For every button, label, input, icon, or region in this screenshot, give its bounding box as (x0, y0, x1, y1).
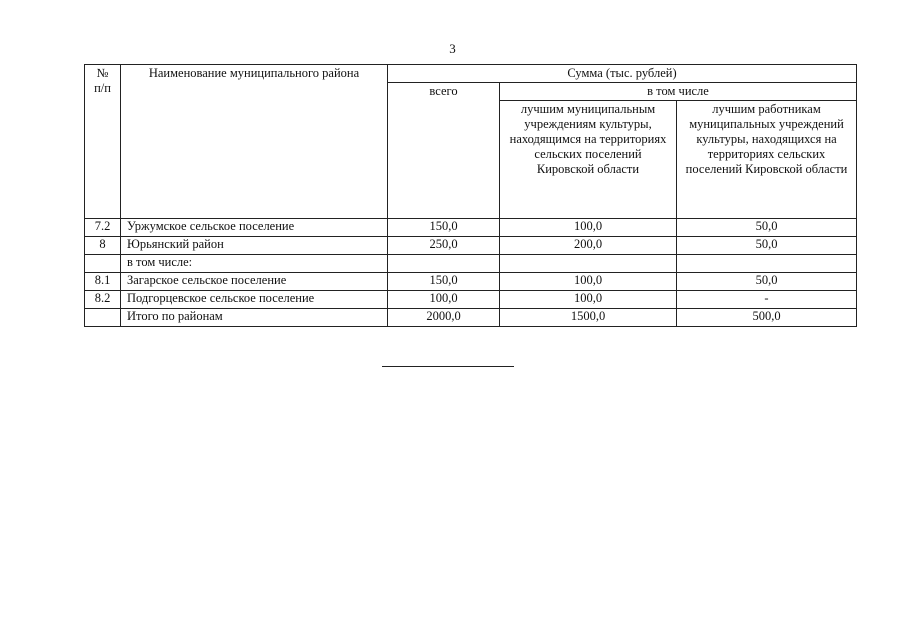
header-sub-workers: лучшим работникам муниципальных учреждений культуры, находящихся на территориях сельских поселений Кировской области (677, 101, 857, 219)
row-num-cell: 8 (85, 237, 121, 255)
table-row (85, 255, 857, 273)
row-name-cell: Загарское сельское поселение (121, 273, 388, 291)
table-row (85, 219, 857, 237)
row-institutions-cell: 100,0 (500, 291, 677, 309)
table-body (85, 219, 857, 327)
row-num-cell: 8.1 (85, 273, 121, 291)
row-institutions-cell: 100,0 (500, 273, 677, 291)
table-row (85, 291, 857, 309)
row-total-cell: 150,0 (388, 219, 500, 237)
row-total-cell: 2000,0 (388, 309, 500, 327)
row-name-cell: Итого по районам (121, 309, 388, 327)
row-name-cell: Подгорцевское сельское поселение (121, 291, 388, 309)
table-row (85, 273, 857, 291)
row-num-cell (85, 309, 121, 327)
row-total-cell: 150,0 (388, 273, 500, 291)
row-name-cell: Юрьянский район (121, 237, 388, 255)
header-total: всего (388, 83, 500, 219)
row-institutions-cell (500, 255, 677, 273)
header-including: в том числе (500, 83, 857, 101)
header-sub-institutions: лучшим муниципальным учреждениям культуры, находящимся на территориях сельских поселений Кировской области (500, 101, 677, 219)
page-number: 3 (449, 41, 456, 56)
row-institutions-cell: 1500,0 (500, 309, 677, 327)
footer-rule (382, 366, 514, 367)
row-workers-cell: 50,0 (677, 273, 857, 291)
allocation-table (84, 64, 857, 327)
header-name: Наименование муниципального района (121, 65, 388, 219)
row-total-cell (388, 255, 500, 273)
row-num-cell (85, 255, 121, 273)
header-num: № п/п (85, 65, 121, 219)
table-row (85, 309, 857, 327)
row-workers-cell: 50,0 (677, 219, 857, 237)
row-name-cell: в том числе: (121, 255, 388, 273)
header-sum: Сумма (тыс. рублей) (388, 65, 857, 83)
table-row (85, 237, 857, 255)
row-workers-cell: - (677, 291, 857, 309)
row-total-cell: 250,0 (388, 237, 500, 255)
row-num-cell: 7.2 (85, 219, 121, 237)
row-institutions-cell: 100,0 (500, 219, 677, 237)
row-name-cell: Уржумское сельское поселение (121, 219, 388, 237)
row-workers-cell (677, 255, 857, 273)
row-num-cell: 8.2 (85, 291, 121, 309)
row-workers-cell: 50,0 (677, 237, 857, 255)
row-institutions-cell: 200,0 (500, 237, 677, 255)
row-total-cell: 100,0 (388, 291, 500, 309)
row-workers-cell: 500,0 (677, 309, 857, 327)
